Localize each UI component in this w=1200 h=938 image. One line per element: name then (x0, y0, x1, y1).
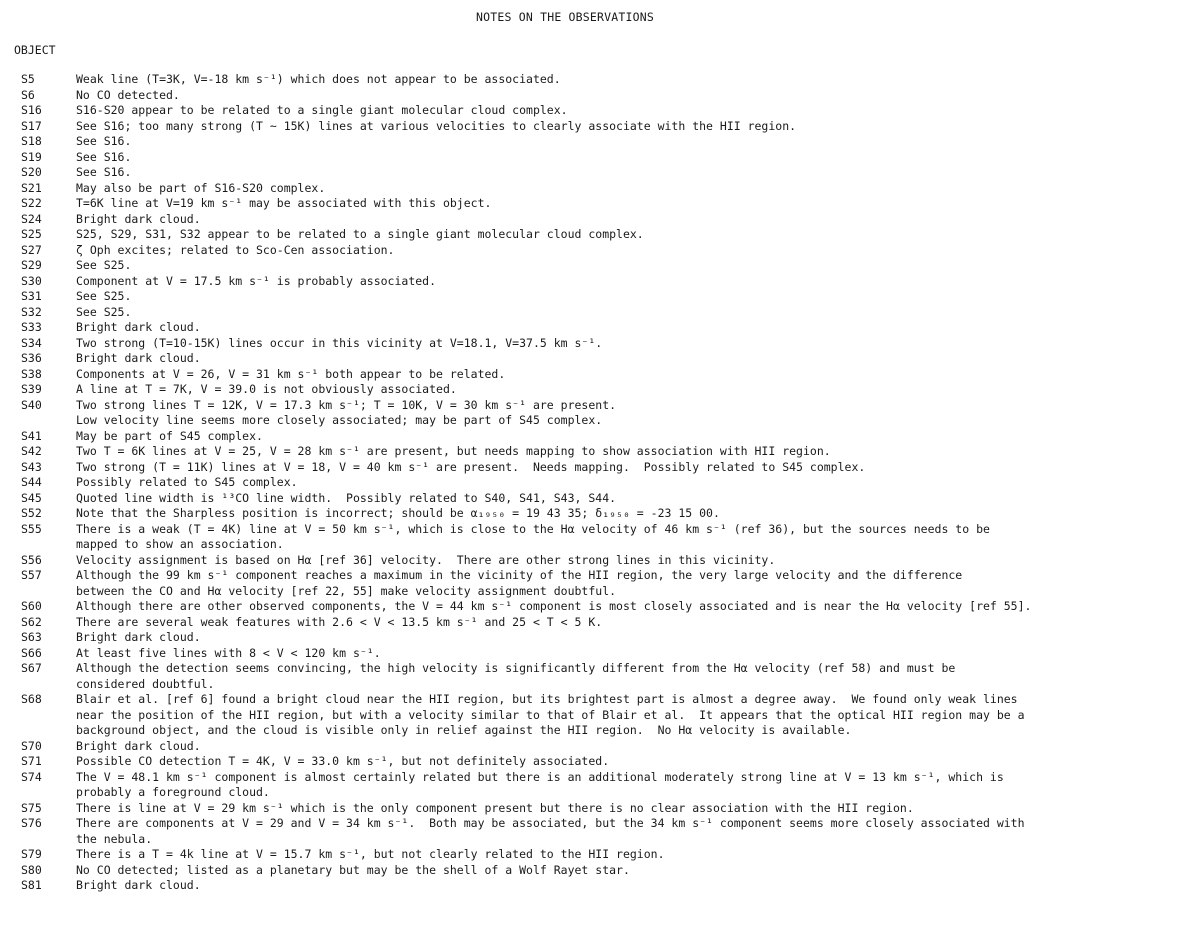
note-object-id: S22 (21, 196, 42, 210)
note-row (0, 630, 1200, 646)
note-row (0, 754, 1200, 770)
note-text-line: There is line at V = 29 km s⁻¹ which is the only component present but there is no clear association with the HII region. (76, 800, 914, 815)
note-text-line: ζ Oph excites; related to Sco-Cen association. (76, 242, 395, 257)
note-text-line: There are several weak features with 2.6 < V < 13.5 km s⁻¹ and 25 < T < 5 K. (76, 614, 603, 629)
note-row (0, 475, 1200, 491)
note-text-line: Component at V = 17.5 km s⁻¹ is probably associated. (76, 273, 437, 288)
note-text (76, 72, 561, 88)
note-text (76, 398, 616, 429)
note-text-line: Although the 99 km s⁻¹ component reaches a maximum in the vicinity of the HII region, the very large velocity and the difference (76, 568, 963, 582)
notes-list (0, 72, 1200, 894)
note-text (76, 847, 665, 863)
note-text-line: S16-S20 appear to be related to a single giant molecular cloud complex. (76, 103, 568, 117)
note-object-id: S30 (21, 273, 42, 288)
note-row (0, 150, 1200, 166)
note-row (0, 398, 1200, 429)
note-text (76, 491, 616, 507)
note-object-id: S70 (21, 738, 42, 753)
note-text-line: Quoted line width is ¹³CO line width. Possibly related to S40, S41, S43, S44. (76, 490, 617, 505)
note-text-line: Weak line (T=3K, V=-18 km s⁻¹) which does not appear to be associated. (76, 72, 561, 86)
note-row (0, 599, 1200, 615)
note-text (76, 444, 831, 460)
note-row (0, 522, 1200, 553)
note-text-line: Two strong (T=10-15K) lines occur in this vicinity at V=18.1, V=37.5 km s⁻¹. (76, 335, 603, 350)
note-row (0, 212, 1200, 228)
note-text-line: See S16. (76, 134, 132, 148)
note-text-line: Bright dark cloud. (76, 738, 201, 753)
note-text (76, 475, 298, 491)
note-row (0, 258, 1200, 274)
note-row (0, 103, 1200, 119)
note-text-line: Although the detection seems convincing, the high velocity is significantly different from the Hα velocity (ref 58) and must be (76, 661, 956, 675)
note-row (0, 553, 1200, 569)
note-text-line: Bright dark cloud. (76, 211, 201, 226)
note-text (76, 661, 955, 692)
note-object-id: S41 (21, 428, 42, 443)
note-row (0, 739, 1200, 755)
note-text (76, 770, 1004, 801)
note-text (76, 227, 644, 243)
note-object-id: S79 (21, 847, 42, 861)
note-text (76, 599, 1031, 615)
note-row (0, 320, 1200, 336)
note-row (0, 305, 1200, 321)
note-object-id: S38 (21, 366, 42, 381)
note-row (0, 816, 1200, 847)
note-row (0, 491, 1200, 507)
note-text-line: Velocity assignment is based on Hα [ref 36] velocity. There are other strong lines in this vicinity. (76, 552, 776, 567)
note-object-id: S75 (21, 800, 42, 815)
note-text-line: See S16; too many strong (T ~ 15K) lines at various velocities to clearly associate with the HII region. (76, 118, 797, 133)
note-text (76, 320, 201, 336)
note-text-line: Components at V = 26, V = 31 km s⁻¹ both appear to be related. (76, 366, 506, 381)
note-text (76, 615, 602, 631)
note-text (76, 739, 201, 755)
note-text-line: No CO detected. (76, 87, 180, 102)
note-object-id: S6 (21, 87, 35, 102)
note-object-id: S81 (21, 878, 42, 892)
note-text (76, 816, 1025, 847)
note-text-line: Two strong (T = 11K) lines at V = 18, V = 40 km s⁻¹ are present. Needs mapping. Possibly related to S45 complex. (76, 459, 866, 474)
note-text (76, 754, 609, 770)
note-text-line: See S16. (76, 149, 132, 164)
note-row (0, 568, 1200, 599)
note-object-id: S74 (21, 769, 42, 784)
note-row (0, 661, 1200, 692)
note-text (76, 878, 201, 894)
note-object-id: S40 (21, 397, 42, 412)
note-text (76, 181, 325, 197)
note-text (76, 150, 131, 166)
note-text (76, 196, 491, 212)
note-row (0, 770, 1200, 801)
note-text-line: Bright dark cloud. (76, 351, 201, 365)
note-text-line: Although there are other observed components, the V = 44 km s⁻¹ component is most closely associated and is near the Hα velocity [ref 55]. (76, 599, 1032, 613)
note-row (0, 878, 1200, 894)
note-object-id: S33 (21, 320, 42, 334)
note-object-id: S36 (21, 351, 42, 365)
note-text (76, 289, 131, 305)
note-object-id: S29 (21, 258, 42, 272)
note-object-id: S16 (21, 103, 42, 117)
note-text-line: background object, and the cloud is visible only in relief against the HII region. No Hα velocity is available. (76, 723, 852, 737)
note-text (76, 630, 201, 646)
note-text (76, 103, 568, 119)
note-object-id: S44 (21, 475, 42, 489)
note-row (0, 72, 1200, 88)
note-text-line: Blair et al. [ref 6] found a bright cloud near the HII region, but its brightest part is almost a degree away. We found only weak lines (76, 692, 1018, 706)
note-text-line: Low velocity line seems more closely associated; may be part of S45 complex. (76, 413, 603, 427)
note-text-line: The V = 48.1 km s⁻¹ component is almost certainly related but there is an additional moderately strong line at V = 13 km s⁻¹, which is (76, 769, 1004, 784)
note-text-line: Note that the Sharpless position is incorrect; should be α₁₉₅₀ = 19 43 35; δ₁₉₅₀ = -23 15 00. (76, 506, 720, 520)
note-text (76, 274, 436, 290)
note-text-line: No CO detected; listed as a planetary but may be the shell of a Wolf Rayet star. (76, 862, 630, 877)
note-text-line: probably a foreground cloud. (76, 785, 270, 799)
note-text (76, 212, 201, 228)
note-row (0, 847, 1200, 863)
note-object-id: S71 (21, 754, 42, 768)
note-row (0, 227, 1200, 243)
note-text (76, 336, 602, 352)
note-text (76, 863, 630, 879)
note-object-id: S25 (21, 227, 42, 241)
note-text (76, 367, 505, 383)
note-text (76, 134, 131, 150)
note-row (0, 336, 1200, 352)
note-text-line: There are components at V = 29 and V = 34 km s⁻¹. Both may be associated, but the 34 km s⁻¹ component seems more closely associated with (76, 816, 1025, 830)
note-object-id: S55 (21, 521, 42, 536)
note-text-line: mapped to show an association. (76, 537, 284, 551)
note-row (0, 801, 1200, 817)
note-text-line: the nebula. (76, 831, 153, 846)
note-text (76, 351, 201, 367)
note-object-id: S76 (21, 816, 42, 830)
note-text (76, 382, 457, 398)
note-object-id: S34 (21, 335, 42, 350)
note-text-line: At least five lines with 8 < V < 120 km s⁻¹. (76, 645, 381, 660)
note-text (76, 429, 263, 445)
note-text-line: See S25. (76, 304, 132, 319)
note-text (76, 506, 720, 522)
note-text-line: near the position of the HII region, but with a velocity similar to that of Blair et al. It appears that the optical HII region may be a (76, 707, 1025, 722)
note-row (0, 351, 1200, 367)
note-row (0, 134, 1200, 150)
note-row (0, 289, 1200, 305)
note-row (0, 692, 1200, 739)
note-object-id: S17 (21, 118, 42, 133)
note-object-id: S52 (21, 506, 42, 520)
note-text (76, 460, 865, 476)
note-text (76, 305, 131, 321)
note-object-id: S19 (21, 149, 42, 164)
note-object-id: S42 (21, 444, 42, 458)
note-text-line: See S25. (76, 258, 132, 272)
note-text (76, 646, 381, 662)
note-text-line: considered doubtful. (76, 676, 215, 691)
note-row (0, 196, 1200, 212)
note-row (0, 165, 1200, 181)
note-object-id: S45 (21, 490, 42, 505)
note-text-line: T=6K line at V=19 km s⁻¹ may be associated with this object. (76, 196, 492, 210)
note-object-id: S60 (21, 599, 42, 613)
note-object-id: S18 (21, 134, 42, 148)
note-object-id: S80 (21, 862, 42, 877)
note-text-line: Bright dark cloud. (76, 320, 201, 334)
note-text-line: between the CO and Hα velocity [ref 22, 55] make velocity assignment doubtful. (76, 583, 617, 598)
note-row (0, 181, 1200, 197)
note-text-line: Bright dark cloud. (76, 630, 201, 644)
note-text-line: May also be part of S16-S20 complex. (76, 180, 326, 195)
note-object-id: S32 (21, 304, 42, 319)
note-row (0, 88, 1200, 104)
note-row (0, 119, 1200, 135)
note-text-line: See S16. (76, 165, 132, 179)
note-object-id: S63 (21, 630, 42, 644)
note-row (0, 243, 1200, 259)
note-object-id: S39 (21, 382, 42, 396)
note-text (76, 243, 395, 259)
note-object-id: S57 (21, 568, 42, 582)
note-text-line: Two T = 6K lines at V = 25, V = 28 km s⁻¹ are present, but needs mapping to show association with HII region. (76, 444, 831, 458)
note-text (76, 119, 796, 135)
note-object-id: S27 (21, 242, 42, 257)
note-text-line: See S25. (76, 289, 132, 303)
note-text-line: Bright dark cloud. (76, 878, 201, 892)
note-object-id: S21 (21, 180, 42, 195)
note-text-line: Two strong lines T = 12K, V = 17.3 km s⁻¹; T = 10K, V = 30 km s⁻¹ are present. (76, 397, 617, 412)
note-object-id: S67 (21, 661, 42, 675)
note-object-id: S5 (21, 72, 35, 86)
column-header-object: OBJECT (14, 43, 56, 57)
note-row (0, 444, 1200, 460)
note-row (0, 460, 1200, 476)
note-text (76, 88, 180, 104)
note-text-line: There is a weak (T = 4K) line at V = 50 km s⁻¹, which is close to the Hα velocity of 46 km s⁻¹ (ref 36), but the sources needs to be (76, 521, 990, 536)
note-row (0, 615, 1200, 631)
note-text (76, 568, 962, 599)
note-object-id: S20 (21, 165, 42, 179)
note-object-id: S24 (21, 211, 42, 226)
note-text (76, 553, 775, 569)
note-object-id: S68 (21, 692, 42, 706)
note-text (76, 258, 131, 274)
note-text-line: A line at T = 7K, V = 39.0 is not obviously associated. (76, 382, 457, 396)
note-object-id: S43 (21, 459, 42, 474)
note-object-id: S56 (21, 552, 42, 567)
note-row (0, 646, 1200, 662)
note-text (76, 692, 1025, 739)
note-row (0, 863, 1200, 879)
note-row (0, 367, 1200, 383)
note-text-line: Possibly related to S45 complex. (76, 475, 298, 489)
note-text (76, 522, 990, 553)
page-title: NOTES ON THE OBSERVATIONS (475, 10, 655, 24)
note-row (0, 429, 1200, 445)
note-text (76, 165, 131, 181)
note-object-id: S66 (21, 645, 42, 660)
note-object-id: S31 (21, 289, 42, 303)
note-text-line: Possible CO detection T = 4K, V = 33.0 km s⁻¹, but not definitely associated. (76, 754, 610, 768)
note-text-line: There is a T = 4k line at V = 15.7 km s⁻¹, but not clearly related to the HII region. (76, 847, 665, 861)
note-text-line: S25, S29, S31, S32 appear to be related to a single giant molecular cloud complex. (76, 227, 644, 241)
note-row (0, 274, 1200, 290)
note-row (0, 382, 1200, 398)
note-row (0, 506, 1200, 522)
note-text (76, 801, 914, 817)
note-text-line: May be part of S45 complex. (76, 428, 263, 443)
note-object-id: S62 (21, 614, 42, 629)
